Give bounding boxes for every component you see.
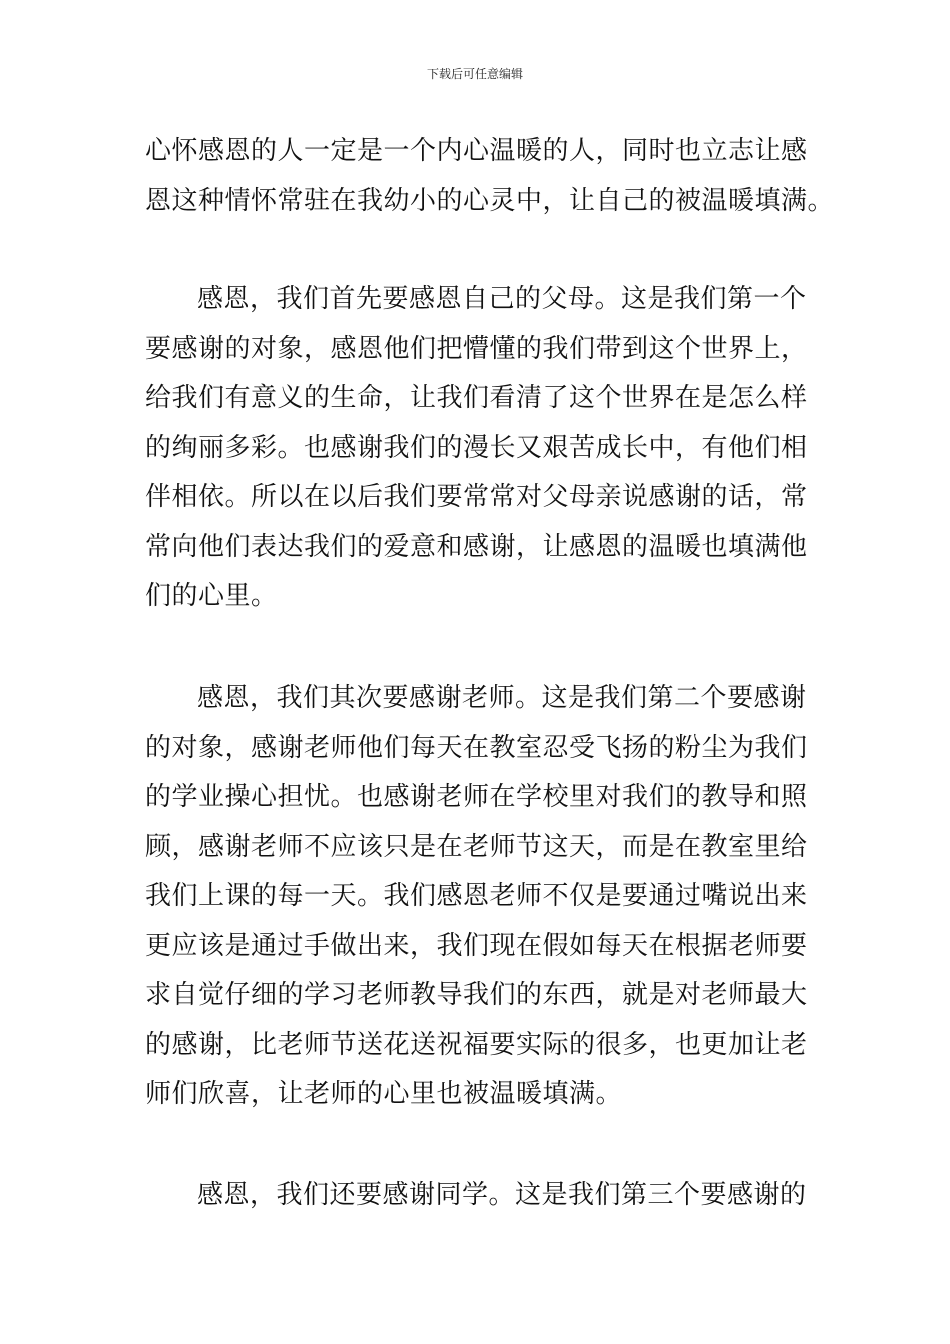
text-line: 的对象，感谢老师他们每天在教室忍受飞扬的粉尘为我们	[145, 732, 808, 763]
paragraph	[145, 1171, 805, 1221]
text-line: 感恩，我们首先要感恩自己的父母。这是我们第一个	[197, 284, 807, 314]
text-line: 恩这种情怀常驻在我幼小的心灵中，让自己的被温暖填满。	[145, 185, 835, 216]
header-note: 下载后可任意编辑	[426, 67, 523, 81]
text-line: 的感谢，比老师节送花送祝福要实际的很多，也更加让老	[145, 1029, 808, 1060]
text-line: 更应该是通过手做出来，我们现在假如每天在根据老师要	[145, 930, 808, 961]
paragraph	[145, 275, 808, 622]
text-line: 给我们有意义的生命，让我们看清了这个世界在是怎么样	[145, 383, 808, 413]
text-line: 伴相依。所以在以后我们要常常对父母亲说感谢的话，常	[145, 482, 808, 512]
paragraph	[145, 674, 808, 1120]
text-line: 顾，感谢老师不应该只是在老师节这天，而是在教室里给	[145, 831, 808, 862]
paragraph	[145, 127, 835, 226]
text-line: 感恩，我们还要感谢同学。这是我们第三个要感谢的	[197, 1180, 807, 1210]
text-line: 心怀感恩的人一定是一个内心温暖的人，同时也立志让感	[145, 136, 808, 166]
text-line: 感恩，我们其次要感谢老师。这是我们第二个要感谢	[197, 683, 807, 713]
text-line: 我们上课的每一天。我们感恩老师不仅是要通过嘴说出来	[145, 881, 808, 911]
text-line: 师们欣喜，让老师的心里也被温暖填满。	[145, 1079, 623, 1109]
text-line: 的绚丽多彩。也感谢我们的漫长又艰苦成长中，有他们相	[145, 432, 808, 463]
text-line: 求自觉仔细的学习老师教导我们的东西，就是对老师最大	[145, 980, 808, 1010]
text-line: 常向他们表达我们的爱意和感谢，让感恩的温暖也填满他	[145, 531, 808, 562]
text-line: 要感谢的对象，感恩他们把懵懂的我们带到这个世界上，	[145, 333, 808, 364]
text-line: 的学业操心担忧。也感谢老师在学校里对我们的教导和照	[145, 782, 808, 812]
text-line: 们的心里。	[145, 581, 278, 611]
